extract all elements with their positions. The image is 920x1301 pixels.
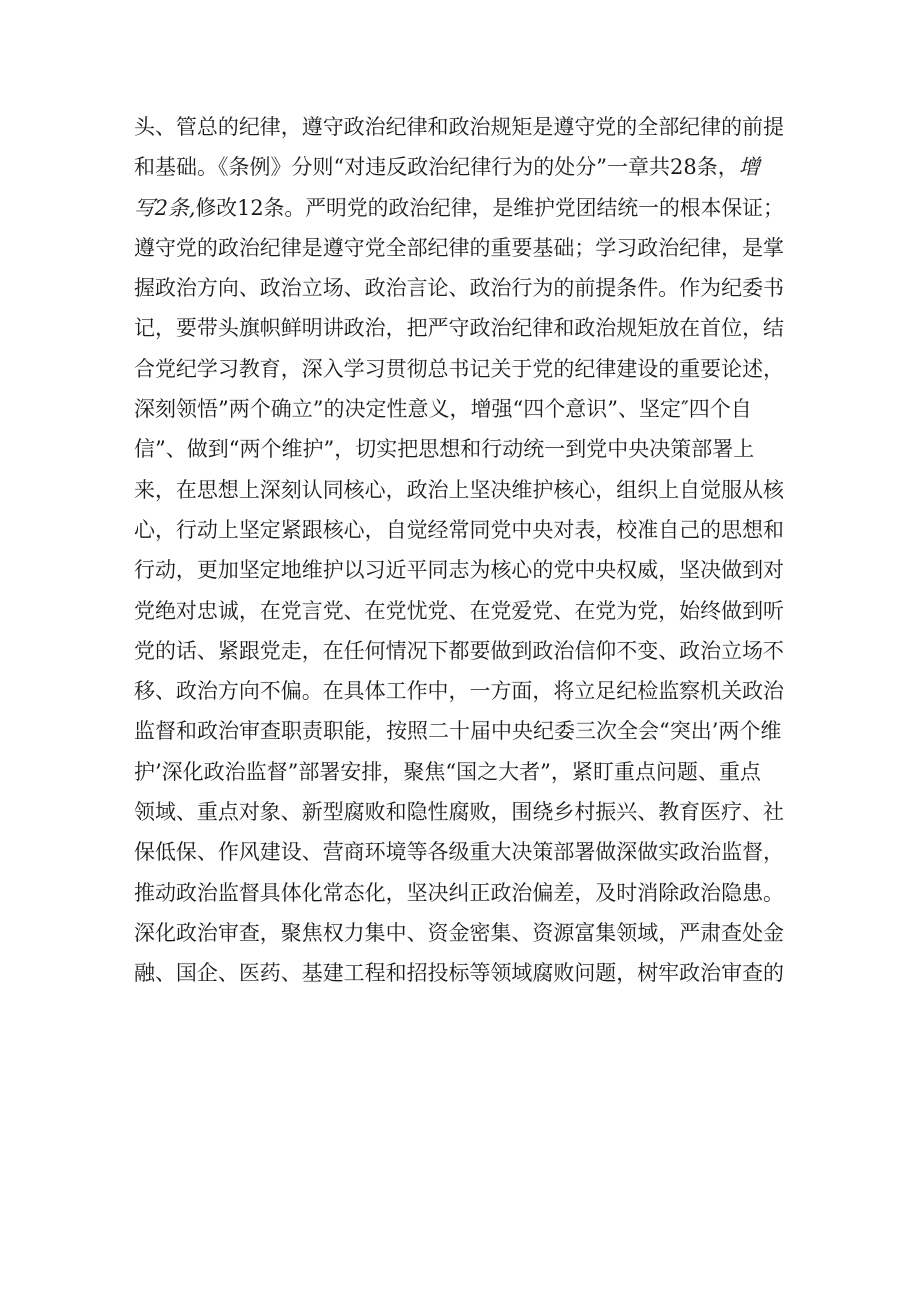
text-segment: 和基础。《条例》分则“对违反政治纪律行为的处分”一章共28条， <box>134 155 739 180</box>
text-line <box>134 510 783 550</box>
text-line <box>134 752 784 792</box>
text-line <box>134 188 784 228</box>
text-line <box>134 429 784 469</box>
text-line <box>134 832 783 872</box>
text-segment: 头、管总的纪律，遵守政治纪律和政治规矩是遵守党的全部纪律的前提 <box>134 115 785 139</box>
text-segment: 党的话、紧跟党走，在任何情况下都要做到政治信仰不变、政治立场不 <box>134 638 785 663</box>
text-segment: 记，要带头旗帜鲜明讲政治，把严守政治纪律和政治规矩放在首位，结 <box>134 316 785 341</box>
text-line <box>134 107 783 147</box>
text-segment: 修改12条。严明党的政治纪律，是维护党团结统一的根本保证； <box>195 195 784 220</box>
text-segment: 写2条, <box>134 195 196 220</box>
text-line <box>134 228 783 268</box>
text-segment: 保低保、作风建设、营商环境等各级重大决策部署做深做实政治监督， <box>134 840 785 865</box>
text-segment: 合党纪学习教育，深入学习贯彻总书记关于党的纪律建设的重要论述， <box>134 356 785 381</box>
text-line <box>134 591 783 631</box>
body-text <box>134 107 784 994</box>
text-segment: 心，行动上坚定紧跟核心，自觉经常同党中央对表，校准自己的思想和 <box>134 517 785 542</box>
text-line <box>134 792 783 832</box>
text-segment: 遵守党的政治纪律是遵守党全部纪律的重要基础；学习政治纪律，是掌 <box>134 235 785 260</box>
text-line <box>134 349 783 389</box>
text-segment: 推动政治监督具体化常态化，坚决纠正政治偏差，及时消除政治隐患。 <box>134 880 785 905</box>
text-segment: 护’深化政治监督”部署安排，聚焦“国之大者”，紧盯重点问题、重点 <box>134 759 761 784</box>
text-segment: 来，在思想上深刻认同核心，政治上坚决维护核心，组织上自觉服从核 <box>134 477 785 502</box>
text-segment: 移、政治方向不偏。在具体工作中，一方面，将立足纪检监察机关政治 <box>134 679 785 704</box>
text-segment: 深化政治审查，聚焦权力集中、资金密集、资源富集领域，严肃查处金 <box>134 920 785 945</box>
text-segment: 握政治方向、政治立场、政治言论、政治行为的前提条件。作为纪委书 <box>134 276 785 301</box>
text-line <box>134 873 783 913</box>
text-line <box>134 308 783 348</box>
text-segment: 融、国企、医药、基建工程和招投标等领域腐败问题，树牢政治审查的 <box>134 961 785 986</box>
text-line <box>134 913 783 953</box>
text-segment: 党绝对忠诚，在党言党、在党忧党、在党爱党、在党为党，始终做到听 <box>134 598 785 623</box>
text-segment: 行动，更加坚定地维护以习近平同志为核心的党中央权威，坚决做到对 <box>134 558 785 583</box>
text-line <box>134 389 784 429</box>
text-segment: 监督和政治审查职责职能，按照二十届中央纪委三次全会“突出’两个维 <box>134 719 782 744</box>
text-segment: 深刻领悟”两个确立”的决定性意义，增强“四个意识”、坚定″四个自 <box>134 397 752 422</box>
text-segment: 领域、重点对象、新型腐败和隐性腐败，围绕乡村振兴、教育医疗、社 <box>134 800 785 825</box>
text-line <box>134 711 784 751</box>
text-line <box>134 147 784 187</box>
text-line <box>134 470 783 510</box>
text-line <box>134 268 783 308</box>
text-line <box>134 550 783 590</box>
text-line <box>134 631 783 671</box>
text-segment: 增 <box>738 155 760 180</box>
text-line <box>134 953 783 993</box>
text-line <box>134 671 783 711</box>
text-segment: 信”、做到“两个维护”，切实把思想和行动统一到党中央决策部署上 <box>134 437 755 462</box>
